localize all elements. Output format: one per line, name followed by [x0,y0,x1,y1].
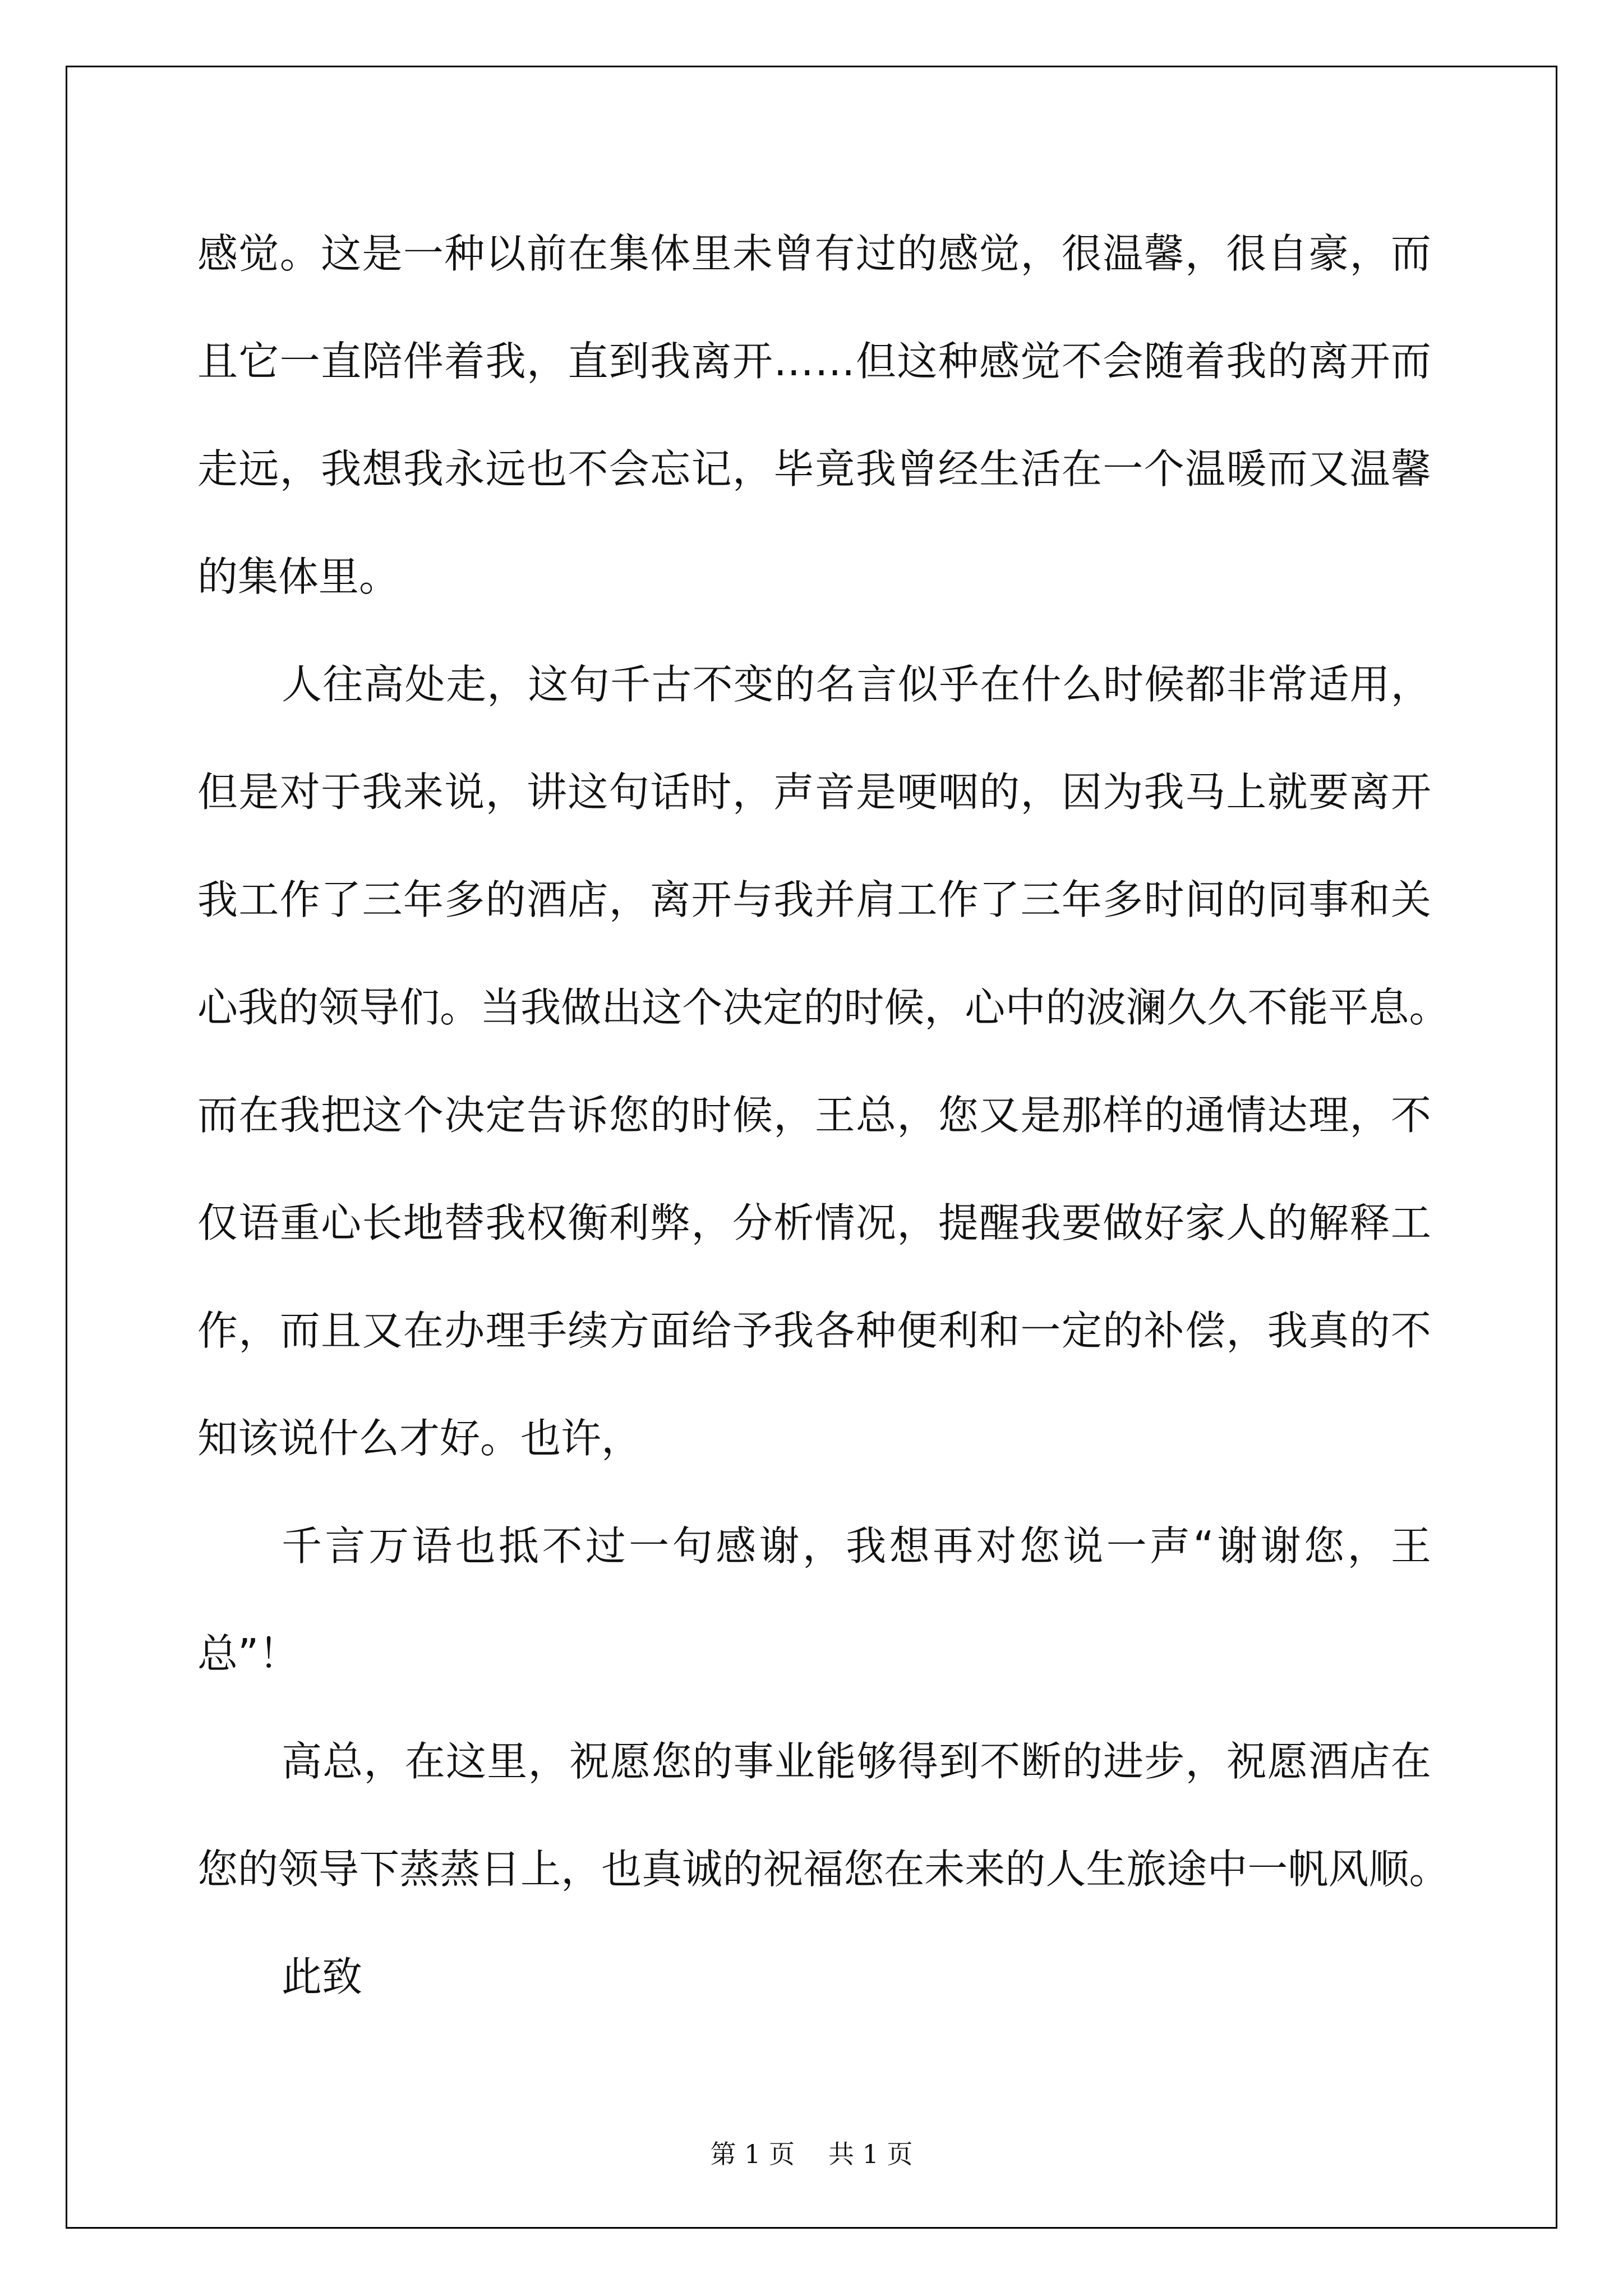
text-line: 总”！ [197,1630,299,1677]
text-line: 心 我 的 领 导 们 。 当 我 做 出 这 个 决 定 的 时 候 ， 心 中 的 波 澜 久 久 不 能 平 息 。 [197,984,1450,1031]
page-number-current: 第 1 页 [710,2139,795,2169]
text-line: 知该说什么才好。也许， [197,1415,642,1462]
text-line: 人 往 高 处 走 ， 这 句 千 古 不 变 的 名 言 似 乎 在 什 么 时 候 都 非 常 适 用 ， [282,661,1431,708]
text-line: 但 是 对 于 我 来 说 ， 讲 这 句 话 时 ， 声 音 是 哽 咽 的 ， 因 为 我 马 上 就 要 离 开 [197,769,1431,816]
text-line: 作 ， 而 且 又 在 办 理 手 续 方 面 给 予 我 各 种 便 利 和 一 定 的 补 偿 ， 我 真 的 不 [197,1307,1431,1354]
text-line: 的集体里。 [197,553,400,600]
text-line: 且 它 一 直 陪 伴 着 我 ， 直 到 我 离 开 … … 但 这 种 感 觉 不 会 随 着 我 的 离 开 而 [197,338,1431,385]
text-line: 感 觉 。 这 是 一 种 以 前 在 集 体 里 未 曾 有 过 的 感 觉 ， 很 温 馨 ， 很 自 豪 ， 而 [197,230,1431,277]
text-line: 仅 语 重 心 长 地 替 我 权 衡 利 弊 ， 分 析 情 况 ， 提 醒 我 要 做 好 家 人 的 解 释 工 [197,1199,1431,1246]
text-line: 您 的 领 导 下 蒸 蒸 日 上 ， 也 真 诚 的 祝 福 您 在 未 来 的 人 生 旅 途 中 一 帆 风 顺 。 [197,1846,1450,1893]
text-line: 千 言 万 语 也 抵 不 过 一 句 感 谢 ， 我 想 再 对 您 说 一 声 “ 谢 谢 您 ， 王 [282,1522,1431,1570]
text-line: 我 工 作 了 三 年 多 的 酒 店 ， 离 开 与 我 并 肩 工 作 了 三 年 多 时 间 的 同 事 和 关 [197,876,1431,923]
page-number-total: 共 1 页 [828,2139,913,2169]
text-line: 此致 [282,1953,363,2000]
text-line: 走 远 ， 我 想 我 永 远 也 不 会 忘 记 ， 毕 竟 我 曾 经 生 活 在 一 个 温 暖 而 又 温 馨 [197,445,1431,493]
text-line: 高 总 ， 在 这 里 ， 祝 愿 您 的 事 业 能 够 得 到 不 断 的 进 步 ， 祝 愿 酒 店 在 [282,1738,1431,1785]
page-footer [0,2137,1623,2171]
text-line: 而 在 我 把 这 个 决 定 告 诉 您 的 时 候 ， 王 总 ， 您 又 是 那 样 的 通 情 达 理 ， 不 [197,1092,1431,1139]
letter-body [197,200,1450,2031]
